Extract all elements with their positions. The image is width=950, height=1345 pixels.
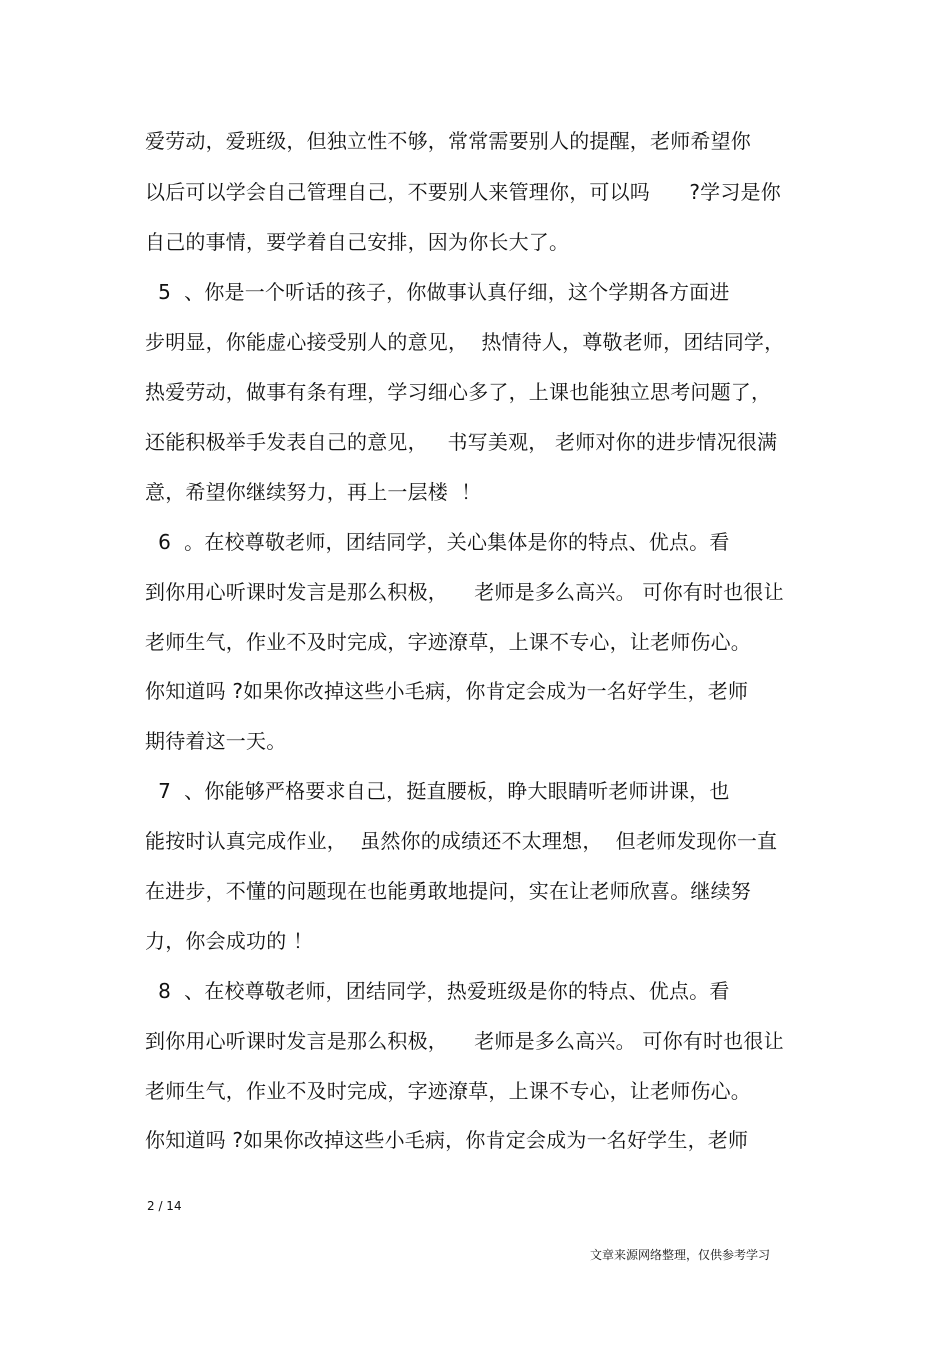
text-line: 老师生气，作业不及时完成，字迹潦草，上课不专心，让老师伤心。 bbox=[145, 630, 751, 654]
text-line: 步明显，你能虚心接受别人的意见， 热情待人，尊敬老师，团结同学， bbox=[145, 330, 785, 354]
text-line: 力，你会成功的 ！ bbox=[145, 929, 314, 953]
text-line: 爱劳动，爱班级，但独立性不够，常常需要别人的提醒，老师希望你 bbox=[145, 129, 751, 153]
page-number: 2 / 14 bbox=[147, 1199, 182, 1213]
text-line: 你知道吗 ?如果你改掉这些小毛病，你肯定会成为一名好学生，老师 bbox=[145, 1128, 749, 1152]
text-line: 8 、在校尊敬老师，团结同学，热爱班级是你的特点、优点。看 bbox=[145, 979, 730, 1003]
text-line: 能按时认真完成作业， 虽然你的成绩还不太理想， 但老师发现你一直 bbox=[145, 829, 778, 853]
text-line: 自己的事情，要学着自己安排，因为你长大了。 bbox=[145, 230, 570, 254]
text-line: 6 。在校尊敬老师，团结同学，关心集体是你的特点、优点。看 bbox=[145, 530, 730, 554]
text-line: 你知道吗 ?如果你改掉这些小毛病，你肯定会成为一名好学生，老师 bbox=[145, 679, 749, 703]
text-line: 以后可以学会自己管理自己，不要别人来管理你，可以吗 ?学习是你 bbox=[145, 180, 781, 204]
text-line: 期待着这一天。 bbox=[145, 729, 287, 753]
text-line: 意，希望你继续努力，再上一层楼 ！ bbox=[145, 480, 482, 504]
text-line: 在进步，不懂的问题现在也能勇敢地提问，实在让老师欣喜。继续努 bbox=[145, 879, 751, 903]
text-line: 还能积极举手发表自己的意见， 书写美观， 老师对你的进步情况很满 bbox=[145, 430, 778, 454]
text-line: 老师生气，作业不及时完成，字迹潦草，上课不专心，让老师伤心。 bbox=[145, 1079, 751, 1103]
text-line: 到你用心听课时发言是那么积极， 老师是多么高兴。 可你有时也很让 bbox=[145, 580, 784, 604]
footer-note: 文章来源网络整理，仅供参考学习 bbox=[590, 1248, 771, 1262]
text-line: 热爱劳动，做事有条有理，学习细心多了，上课也能独立思考问题了， bbox=[145, 380, 772, 404]
text-line: 到你用心听课时发言是那么积极， 老师是多么高兴。 可你有时也很让 bbox=[145, 1029, 784, 1053]
text-line: 7 、你能够严格要求自己，挺直腰板，睁大眼睛听老师讲课，也 bbox=[145, 779, 730, 803]
text-line: 5 、你是一个听话的孩子，你做事认真仔细，这个学期各方面进 bbox=[145, 280, 730, 304]
